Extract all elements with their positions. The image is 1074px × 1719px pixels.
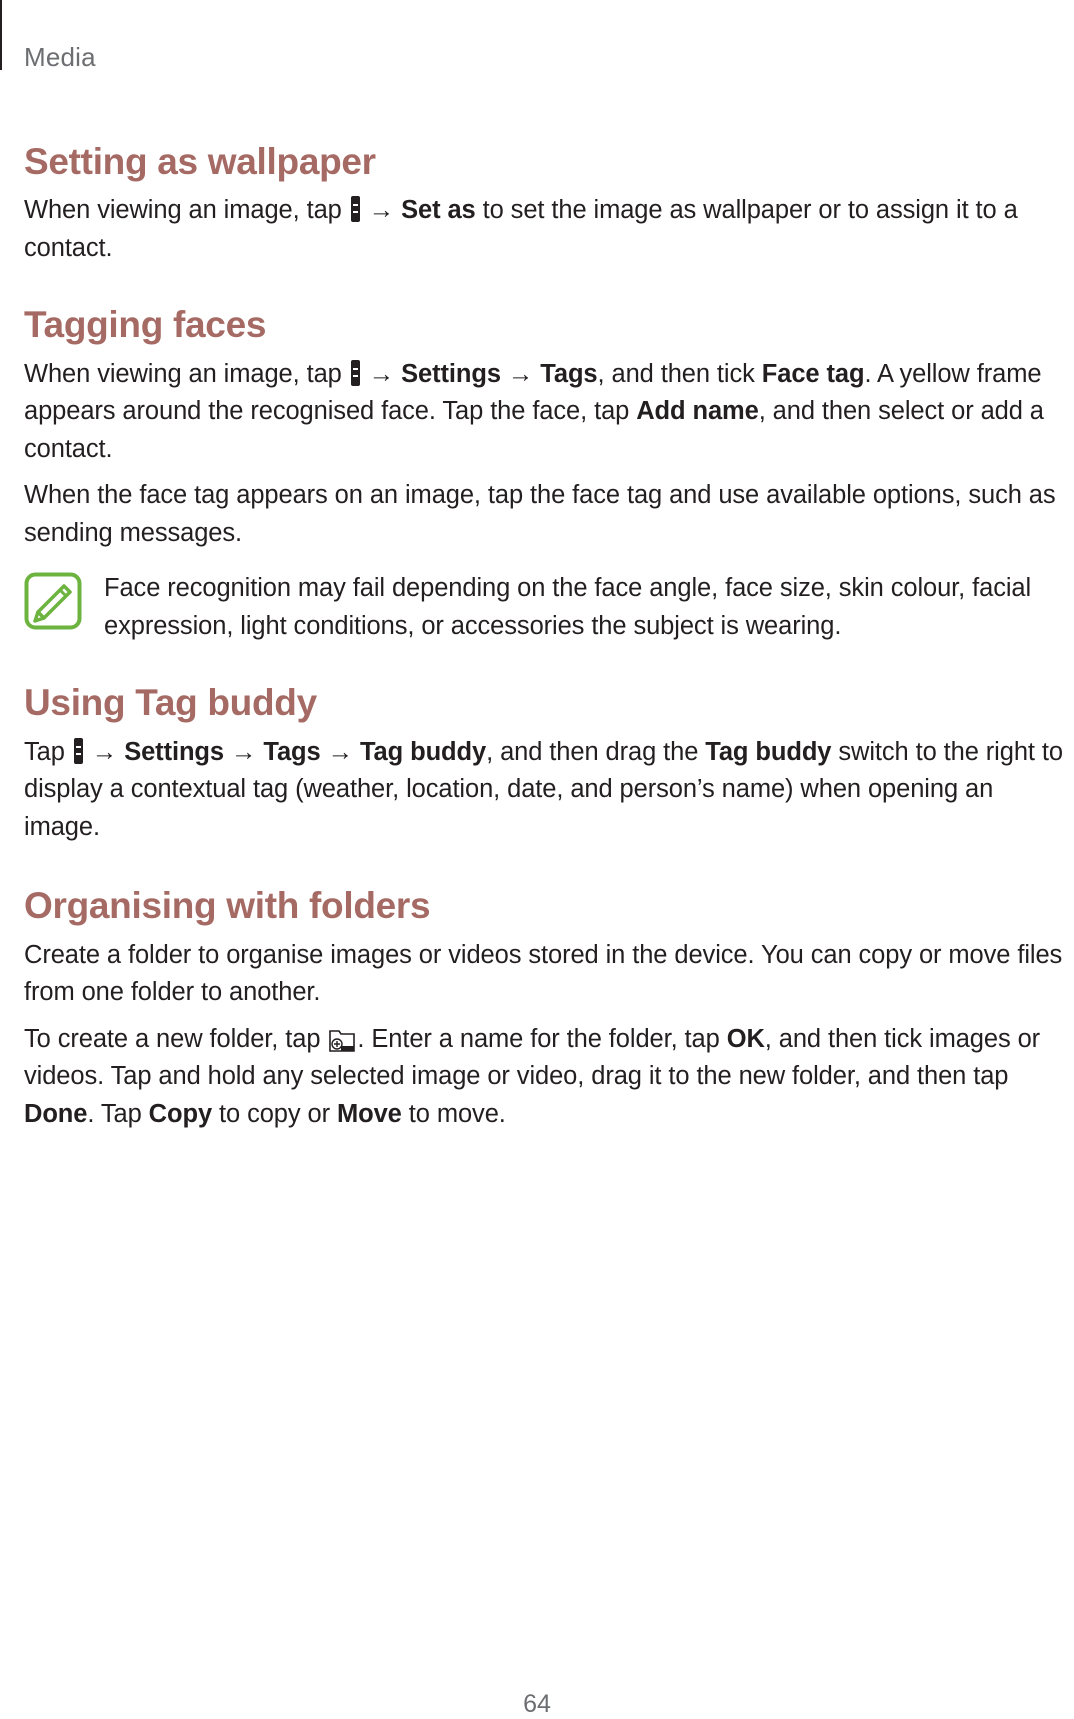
bold-term: Tags	[263, 737, 321, 766]
text: switch to the right to display a contextual tag (weather, location, date, and person’s name) when opening an image.	[24, 737, 1063, 841]
menu-icon	[351, 196, 360, 222]
bold-term: Settings	[124, 737, 224, 766]
bold-term: Add name	[636, 397, 759, 426]
bold-term: Move	[336, 1099, 402, 1128]
bold-term: Tag buddy	[359, 737, 487, 766]
bold-term: Copy	[148, 1099, 213, 1128]
bold-term: Face tag	[761, 359, 865, 388]
arrow: →	[320, 737, 360, 766]
text: . Tap	[87, 1099, 149, 1128]
header-title: Media	[24, 42, 96, 72]
arrow: →	[361, 359, 402, 388]
note-box	[24, 570, 1064, 645]
note-icon	[24, 572, 82, 630]
text: to copy or	[212, 1099, 337, 1128]
new-folder-icon	[329, 1028, 355, 1052]
menu-icon	[351, 360, 360, 386]
text: , and then tick	[597, 359, 762, 388]
paragraph	[24, 1021, 1064, 1134]
section-setting-wallpaper	[24, 140, 1064, 267]
page-number: 64	[523, 1690, 551, 1718]
arrow: →	[84, 737, 125, 766]
text: . A yellow frame appears around the recognised face. Tap the face, tap	[24, 359, 1042, 426]
paragraph: When the face tag appears on an image, tap the face tag and use available options, such as sending messages.	[24, 481, 1056, 547]
note-text: Face recognition may fail depending on the face angle, face size, skin colour, facial expression, light conditions, or accessories the subject is wearing.	[104, 574, 1032, 640]
text: , and then drag the	[486, 737, 706, 766]
arrow: →	[361, 196, 402, 225]
text: When viewing an image, tap	[24, 196, 349, 225]
bold-term: OK	[726, 1024, 765, 1053]
section-tagging-faces	[24, 303, 1064, 645]
section-heading: Setting as wallpaper	[24, 141, 376, 182]
arrow: →	[223, 737, 264, 766]
paragraph: Create a folder to organise images or videos stored in the device. You can copy or move files from one folder to another.	[24, 940, 1063, 1007]
paragraph	[24, 734, 1064, 847]
bold-term: Set as	[401, 196, 476, 225]
text: , and then select or add a contact.	[24, 397, 1044, 463]
paragraph	[24, 192, 1064, 267]
text: Tap	[24, 737, 72, 766]
text: , and then tick images or videos. Tap and hold any selected image or video, drag it to the new folder, and then tap	[24, 1024, 1041, 1091]
section-tag-buddy	[24, 681, 1064, 846]
bold-term: Tag buddy	[705, 737, 832, 766]
section-heading: Using Tag buddy	[24, 682, 317, 724]
section-heading: Tagging faces	[24, 304, 267, 346]
text: . Enter a name for the folder, tap	[357, 1024, 727, 1053]
text: When viewing an image, tap	[24, 359, 349, 388]
text: to move.	[401, 1099, 506, 1128]
bold-term: Done	[24, 1099, 88, 1128]
menu-icon	[74, 738, 83, 764]
bold-term: Settings	[401, 359, 501, 388]
section-organising-folders	[24, 884, 1064, 1133]
section-heading: Organising with folders	[24, 885, 431, 927]
arrow: →	[500, 359, 541, 388]
page-content	[24, 140, 1064, 1133]
text: To create a new folder, tap	[24, 1024, 328, 1053]
paragraph	[24, 356, 1064, 469]
bold-term: Tags	[540, 359, 598, 388]
header-rule	[0, 0, 2, 70]
text: to set the image as wallpaper or to assign it to a contact.	[24, 196, 1018, 262]
